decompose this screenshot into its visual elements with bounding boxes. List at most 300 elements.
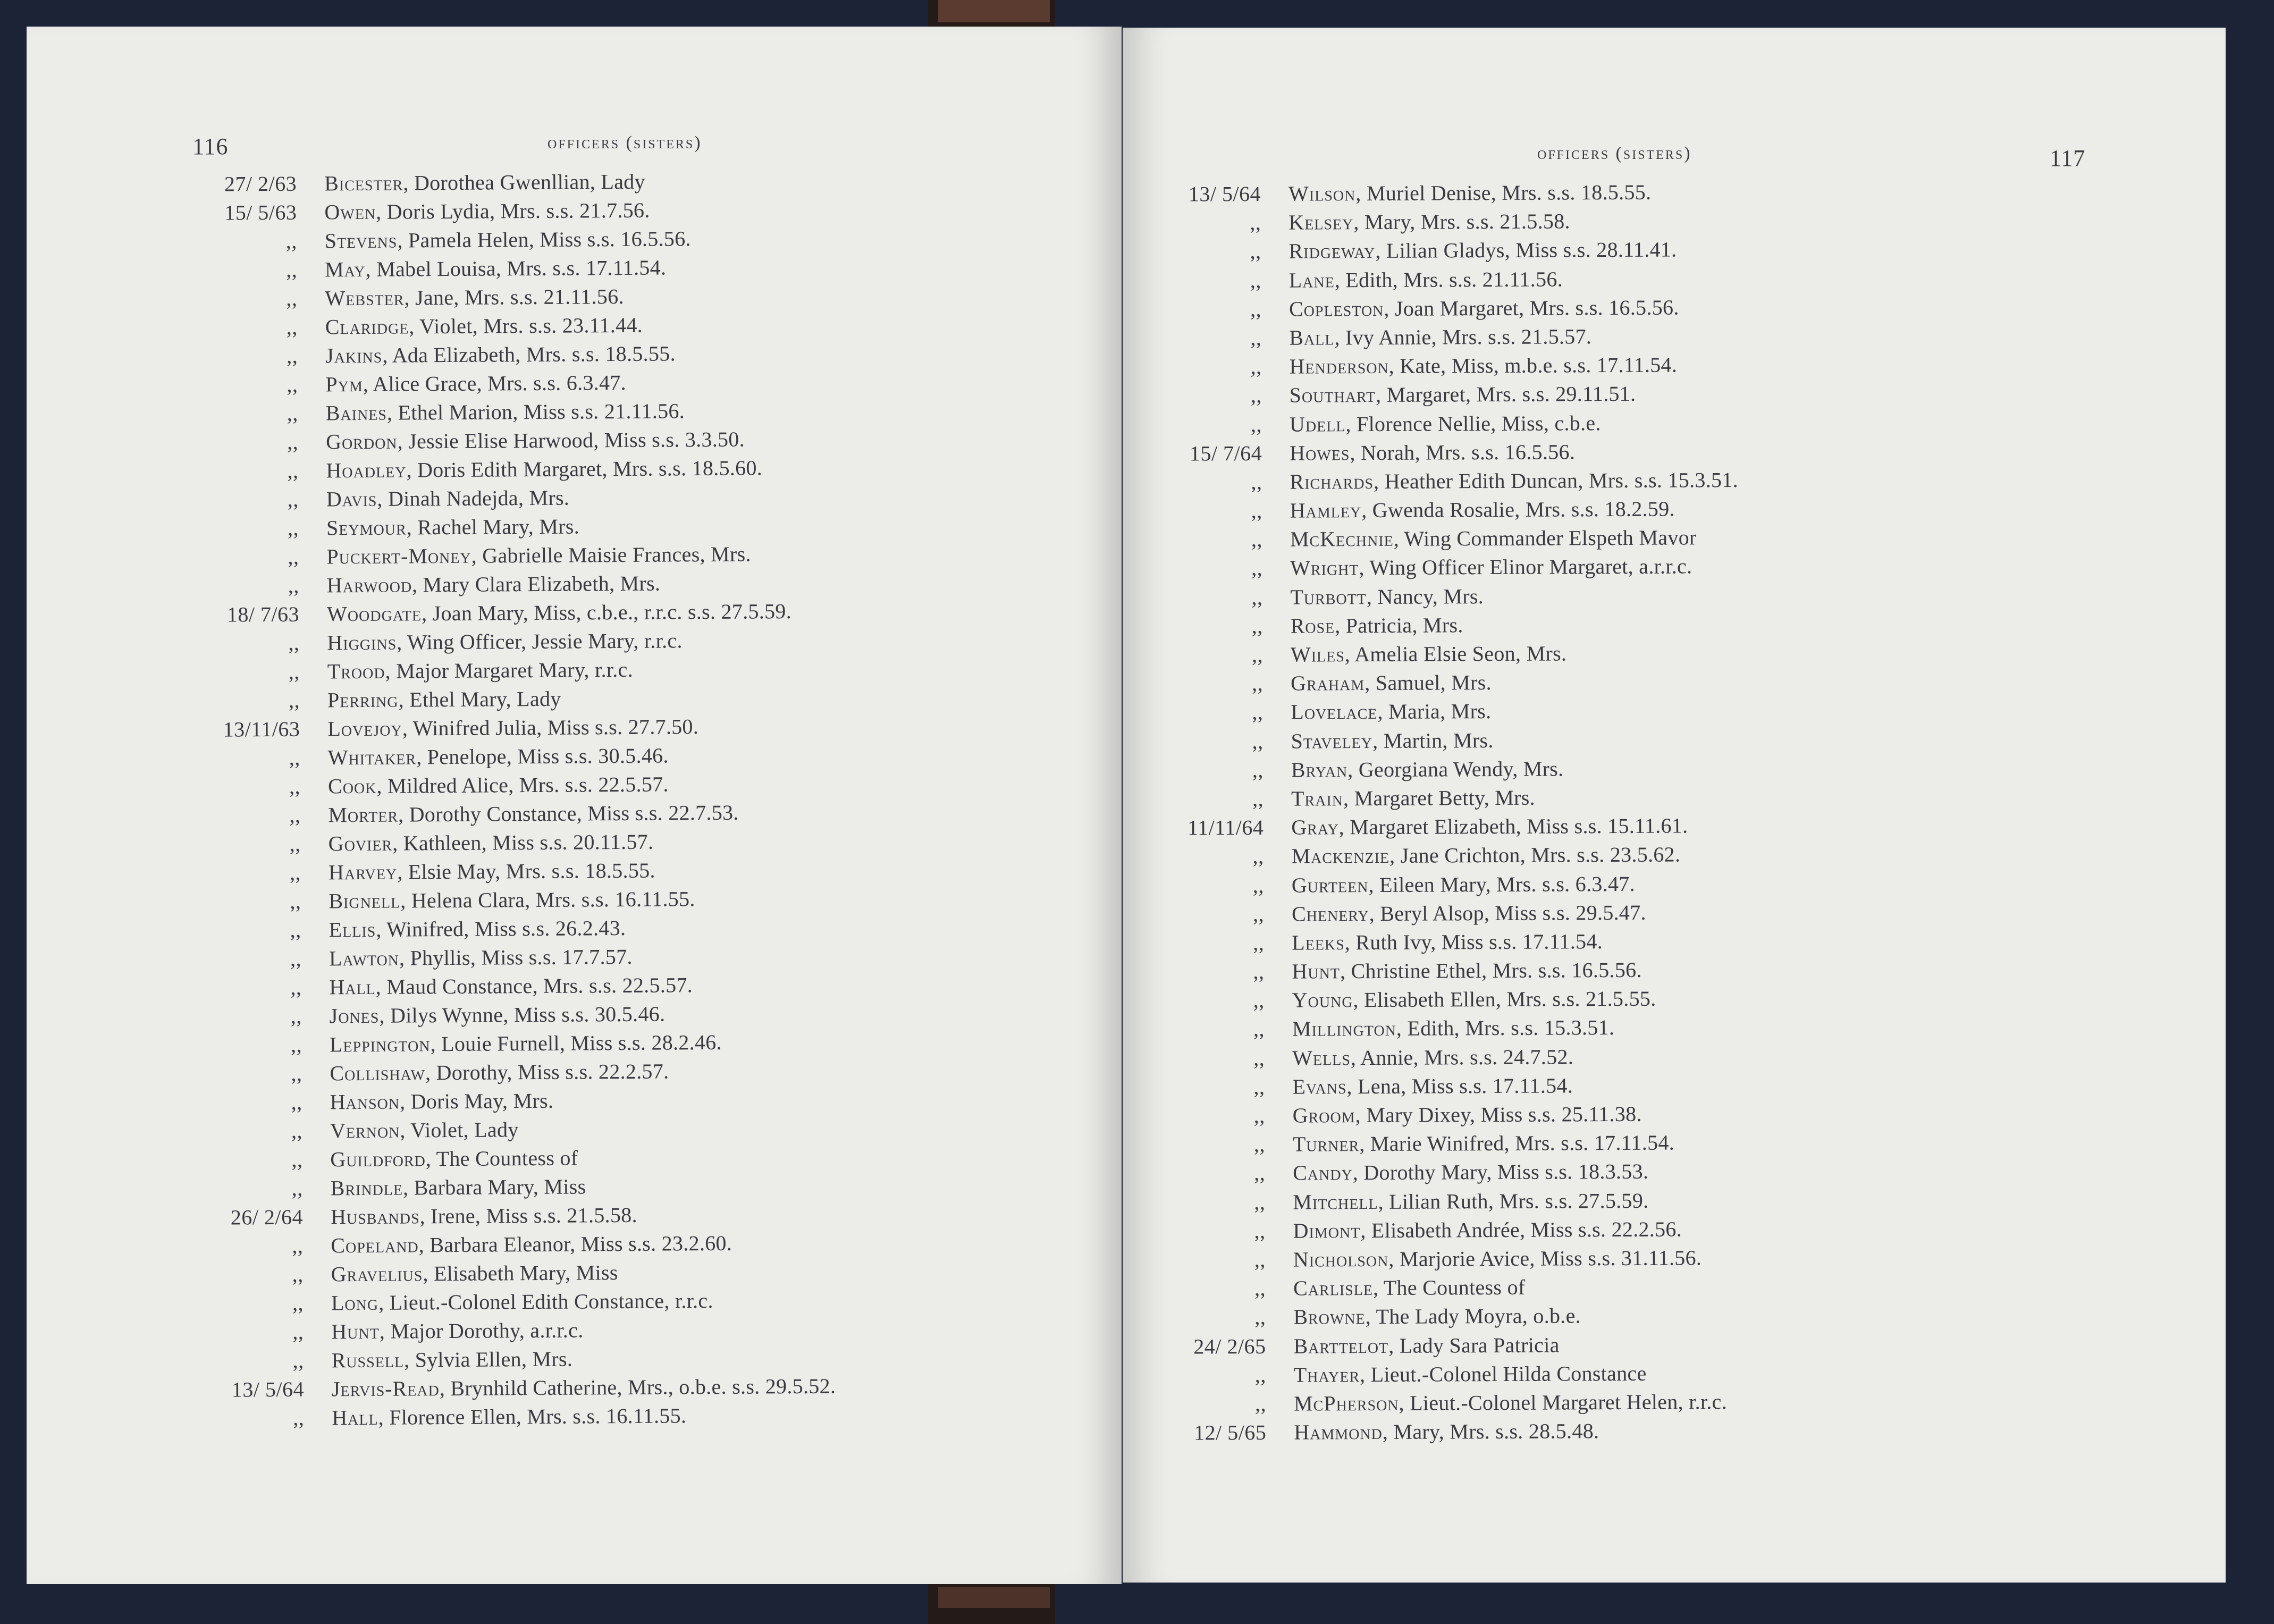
entry-details: , Irene, Miss s.s. 21.5.58. (419, 1202, 637, 1228)
entry-details: , Wing Officer Elinor Margaret, a.r.r.c. (1359, 554, 1692, 580)
entry-name (327, 714, 698, 741)
entry-name (1290, 439, 1575, 465)
entry-date: ,, (1254, 1218, 1266, 1243)
entry-details: , Dorothy Constance, Miss s.s. 22.7.53. (398, 800, 739, 827)
entry-date: ,, (1254, 1362, 1266, 1387)
entry-date: ,, (1251, 556, 1263, 580)
entry-name (330, 1117, 519, 1143)
entry-details: , Ethel Marion, Miss s.s. 21.11.56. (386, 399, 685, 425)
entry-row (1133, 1389, 1742, 1420)
entry-date: ,, (1252, 729, 1264, 753)
entry-date: ,, (286, 315, 298, 339)
entry-date: ,, (1251, 498, 1262, 523)
entry-date: ,, (290, 889, 301, 913)
entry-surname: Whitaker (327, 745, 417, 770)
entry-date: ,, (285, 257, 298, 282)
entry-name (1288, 237, 1677, 264)
spine-headband-top (938, 0, 1050, 22)
entry-name (327, 599, 791, 626)
entry-surname: Claridge (325, 314, 409, 339)
entry-date: ,, (288, 573, 299, 598)
entry-details: , Dorothy, Miss s.s. 22.2.57. (425, 1059, 669, 1085)
entry-details: , Gabrielle Maisie Frances, Mrs. (471, 542, 751, 568)
entry-row (188, 570, 831, 602)
entry-surname: Seymour (326, 515, 407, 540)
entry-name (329, 915, 626, 942)
entry-date: ,, (287, 487, 299, 511)
entry-name (1289, 294, 1679, 321)
entry-row (192, 1374, 836, 1406)
entry-details: , Winifred, Miss s.s. 26.2.43. (376, 915, 626, 941)
entry-name (1292, 957, 1641, 984)
entry-surname: Howes (1290, 440, 1350, 465)
entry-name (332, 1403, 686, 1430)
entry-surname: Southart (1289, 383, 1376, 407)
entry-surname: Gordon (325, 429, 398, 454)
entry-surname: McPherson (1293, 1391, 1399, 1416)
entry-details: , Norah, Mrs. s.s. 16.5.56. (1350, 440, 1576, 465)
entry-details: , Maud Constance, Mrs. s.s. 22.5.57. (375, 973, 693, 999)
entry-details: , Eileen Mary, Mrs. s.s. 6.3.47. (1368, 871, 1635, 897)
entry-row (1132, 1188, 1741, 1219)
entry-name (1291, 756, 1564, 782)
entry-surname: Harvey (328, 860, 398, 885)
entry-surname: Ellis (329, 917, 376, 942)
entry-date: ,, (1250, 412, 1262, 436)
entry-row (185, 197, 829, 229)
entry-row (1132, 986, 1741, 1017)
entry-details: , Rachel Mary, Mrs. (406, 514, 580, 540)
entry-details: , Lilian Ruth, Mrs. s.s. 27.5.59. (1378, 1188, 1649, 1214)
entry-name (1292, 1044, 1573, 1070)
entry-details: , Barbara Eleanor, Miss s.s. 23.2.60. (418, 1231, 732, 1257)
entry-date: 13/ 5/64 (1188, 181, 1261, 206)
entry-row (191, 1115, 835, 1148)
entry-details: , Dorothy Mary, Miss s.s. 18.3.53. (1352, 1159, 1649, 1185)
entry-date: ,, (286, 286, 298, 310)
entry-date: ,, (1252, 902, 1265, 926)
entry-surname: Pym (325, 372, 363, 397)
entry-row (189, 886, 833, 918)
entry-row (190, 943, 833, 975)
entry-row (1129, 439, 1738, 470)
entry-details: , Marie Winifred, Mrs. s.s. 17.11.54. (1359, 1130, 1675, 1156)
entry-date: ,, (1251, 469, 1262, 494)
entry-row (186, 369, 830, 401)
entry-row (190, 914, 833, 947)
entry-date: ,, (1252, 700, 1264, 725)
entry-row (1133, 1331, 1742, 1362)
entry-surname: Hanson (330, 1089, 400, 1114)
entry-details: , Louie Furnell, Miss s.s. 28.2.46. (430, 1030, 722, 1056)
entry-details: , Lilian Gladys, Miss s.s. 28.11.41. (1375, 237, 1677, 263)
entry-row (188, 599, 831, 631)
entry-surname: Davis (326, 486, 377, 511)
entry-row (187, 455, 830, 487)
entry-details: , Winifred Julia, Miss s.s. 27.7.50. (402, 714, 699, 741)
entry-date: ,, (1251, 642, 1263, 667)
entry-surname: Chenery (1291, 901, 1369, 926)
entry-name (330, 1088, 554, 1115)
entry-date: 13/11/63 (223, 717, 300, 742)
entry-surname: Turner (1292, 1132, 1360, 1156)
entry-date: ,, (1251, 527, 1263, 552)
entry-row (1133, 1302, 1742, 1334)
entry-details: , Ethel Mary, Lady (398, 686, 561, 712)
entry-name (330, 1058, 669, 1086)
entry-surname: Woodgate (326, 601, 422, 626)
entry-name (326, 514, 579, 540)
entry-details: , Lieut.-Colonel Hilda Constance (1360, 1361, 1647, 1386)
entry-date: 18/ 7/63 (226, 602, 300, 627)
entry-row (188, 713, 832, 746)
entry-surname: Bicester (324, 171, 403, 196)
entry-date: ,, (1250, 325, 1262, 350)
entry-name (1293, 1130, 1674, 1157)
entry-name (1289, 352, 1677, 379)
entry-date: ,, (1251, 613, 1263, 638)
entry-row (1133, 1418, 1742, 1449)
entry-surname: Stevens (324, 228, 398, 253)
entry-date: ,, (288, 688, 300, 712)
entry-name (329, 829, 654, 856)
entry-name (1292, 986, 1656, 1013)
entry-details: , The Countess of (425, 1146, 578, 1171)
entry-details: , Alice Grace, Mrs. s.s. 6.3.47. (363, 370, 627, 396)
entry-details: , Helena Clara, Mrs. s.s. 16.11.55. (400, 887, 695, 913)
entry-date: ,, (1254, 1247, 1266, 1272)
entry-date: ,, (290, 975, 302, 999)
entry-details: , Elisabeth Ellen, Mrs. s.s. 21.5.55. (1353, 986, 1656, 1012)
entry-name (1291, 785, 1535, 811)
entry-row (1128, 237, 1737, 268)
entry-details: , Christine Ethel, Mrs. s.s. 16.5.56. (1340, 957, 1642, 983)
entry-details: , Gwenda Rosalie, Mrs. s.s. 18.2.59. (1361, 497, 1675, 523)
left-page (27, 27, 1122, 1584)
entry-details: , Joan Mary, Miss, c.b.e., r.r.c. s.s. 27.5.59. (421, 599, 792, 626)
entry-name (331, 1231, 732, 1258)
entry-date: ,, (1250, 355, 1262, 379)
entry-date: 24/ 2/65 (1193, 1334, 1266, 1358)
entry-details: , Mildred Alice, Mrs. s.s. 22.5.57. (376, 772, 669, 798)
entry-details: , Marjorie Avice, Miss s.s. 31.11.56. (1388, 1246, 1702, 1271)
entry-details: , Kate, Miss, m.b.e. s.s. 17.11.54. (1388, 352, 1678, 378)
entry-surname: Hall (332, 1405, 378, 1430)
entry-row (1132, 1044, 1741, 1075)
entry-row (1128, 266, 1738, 297)
entry-date: ,, (292, 1319, 304, 1344)
entry-row (186, 312, 830, 344)
register-entries-list (1128, 179, 1742, 1449)
entry-date: ,, (287, 516, 299, 540)
entry-row (1129, 467, 1738, 499)
entry-name (1290, 467, 1738, 494)
entry-surname: Harwood (326, 573, 412, 598)
entry-details: , Violet, Mrs. s.s. 23.11.44. (409, 313, 643, 339)
entry-name (326, 485, 570, 512)
entry-surname: Leppington (329, 1032, 431, 1057)
running-head: officers (sisters) (1537, 144, 1692, 163)
entry-name (324, 169, 645, 196)
entry-surname: Jervis-Read (331, 1376, 440, 1401)
entry-date: ,, (288, 544, 299, 569)
entry-date: ,, (1253, 988, 1265, 1013)
entry-date: ,, (1252, 786, 1264, 811)
entry-surname: Govier (328, 831, 393, 856)
entry-date: ,, (290, 1004, 302, 1028)
entry-row (187, 398, 830, 430)
entry-details: , Dilys Wynne, Miss s.s. 30.5.46. (379, 1002, 666, 1028)
entry-name (1288, 180, 1651, 206)
entry-details: , Jessie Elise Harwood, Miss s.s. 3.3.50. (397, 427, 745, 453)
entry-details: , Kathleen, Miss s.s. 20.11.57. (392, 829, 654, 855)
entry-name (327, 657, 633, 684)
entry-details: , Amelia Elsie Seon, Mrs. (1344, 641, 1567, 667)
entry-date: ,, (288, 659, 300, 684)
entry-details: , Jane Crichton, Mrs. s.s. 23.5.62. (1389, 842, 1681, 868)
entry-details: , Doris Edith Margaret, Mrs. s.s. 18.5.60. (406, 456, 763, 482)
entry-name (1289, 266, 1563, 292)
entry-name (329, 886, 695, 913)
entry-name (1291, 728, 1493, 754)
entry-date: ,, (292, 1262, 304, 1286)
entry-details: , Ivy Annie, Mrs. s.s. 21.5.57. (1334, 324, 1592, 350)
entry-date: ,, (1254, 1161, 1266, 1185)
entry-name (1293, 1159, 1648, 1185)
entry-row (1129, 381, 1738, 412)
entry-details: , Dorothea Gwenllian, Lady (403, 169, 645, 195)
entry-name (326, 398, 685, 425)
entry-surname: Copleston (1288, 296, 1384, 321)
entry-surname: Hamley (1290, 498, 1362, 523)
entry-date: ,, (291, 1118, 303, 1143)
entry-name (327, 686, 561, 713)
entry-details: , Heather Edith Duncan, Mrs. s.s. 15.3.51. (1373, 467, 1738, 493)
entry-details: , Brynhild Catherine, Mrs., o.b.e. s.s. 29.5.52. (439, 1374, 836, 1401)
entry-name (1294, 1389, 1727, 1416)
entry-date: 12/ 5/65 (1193, 1420, 1267, 1445)
entry-row (1130, 669, 1739, 700)
entry-row (1128, 352, 1738, 383)
entry-row (191, 1144, 835, 1176)
entry-date: ,, (1253, 959, 1265, 984)
entry-name (1290, 584, 1484, 610)
page-number: 116 (192, 133, 229, 159)
entry-date: ,, (1254, 1276, 1266, 1301)
entry-name (330, 1030, 722, 1057)
entry-row (190, 1000, 834, 1033)
entry-date: ,, (1252, 873, 1264, 897)
entry-surname: Jakins (325, 343, 383, 368)
entry-name (1291, 842, 1680, 869)
entry-details: , Edith, Mrs. s.s. 15.3.51. (1396, 1015, 1615, 1041)
entry-surname: Young (1292, 988, 1353, 1012)
entry-row (188, 627, 831, 660)
entry-details: , Ruth Ivy, Miss s.s. 17.11.54. (1344, 929, 1603, 955)
entry-details: , Wing Commander Elspeth Mavor (1393, 525, 1697, 551)
entry-name (325, 255, 666, 282)
entry-date: ,, (287, 372, 298, 397)
entry-name (331, 1317, 583, 1344)
entry-details: , Doris May, Mrs. (399, 1088, 554, 1114)
entry-row (1128, 294, 1738, 326)
entry-date: ,, (285, 229, 297, 253)
entry-surname: Wiles (1290, 642, 1345, 667)
entry-name (1291, 699, 1491, 725)
entry-row (188, 656, 832, 688)
entry-surname: Browne (1293, 1305, 1366, 1329)
entry-surname: Webster (325, 285, 405, 310)
entry-details: , The Countess of (1372, 1275, 1526, 1300)
entry-name (1292, 871, 1635, 897)
entry-name (1293, 1332, 1559, 1358)
entry-surname: Barttelot (1293, 1333, 1389, 1358)
entry-row (191, 1173, 835, 1205)
entry-name (331, 1202, 637, 1230)
entry-date: ,, (291, 1176, 303, 1200)
entry-name (1292, 899, 1646, 926)
entry-name (1292, 1073, 1573, 1099)
entry-surname: Gray (1291, 815, 1339, 839)
entry-row (1132, 1014, 1741, 1046)
entry-surname: Guildford (330, 1147, 426, 1172)
entry-details: , Phyllis, Miss s.s. 17.7.57. (399, 944, 633, 970)
entry-row (186, 283, 829, 315)
entry-details: , Elisabeth Mary, Miss (423, 1260, 618, 1286)
entry-surname: Evans (1292, 1074, 1347, 1099)
entry-details: , Sylvia Ellen, Mrs. (403, 1347, 573, 1372)
entry-row (1130, 553, 1739, 585)
entry-surname: Vernon (330, 1118, 400, 1143)
entry-name (331, 1288, 713, 1315)
entry-surname: Hall (329, 974, 376, 999)
entry-details: , Wing Officer, Jessie Mary, r.r.c. (397, 628, 683, 654)
entry-date: ,, (1253, 1074, 1265, 1099)
entry-date: ,, (291, 1090, 302, 1114)
entry-name (1290, 497, 1675, 523)
entry-date: ,, (286, 343, 298, 368)
entry-details: , Doris Lydia, Mrs. s.s. 21.7.56. (375, 198, 650, 224)
entry-details: , Florence Ellen, Mrs. s.s. 16.11.55. (378, 1403, 687, 1429)
entry-row (1128, 179, 1737, 211)
entry-name (1294, 1360, 1647, 1387)
entry-surname: Gravelius (331, 1261, 423, 1286)
entry-surname: Turbott (1290, 584, 1367, 609)
entry-date: 26/ 2/64 (230, 1205, 304, 1230)
entry-surname: Leeks (1292, 930, 1345, 955)
entry-details: , Penelope, Miss s.s. 30.5.46. (416, 743, 669, 769)
entry-surname: Russell (331, 1348, 405, 1373)
entry-surname: Groom (1292, 1103, 1355, 1127)
entry-surname: Jones (329, 1003, 380, 1028)
entry-date: ,, (1253, 1017, 1265, 1041)
entry-row (192, 1402, 836, 1435)
entry-row (1131, 957, 1740, 988)
entry-date: 11/11/64 (1187, 815, 1264, 840)
entry-date: ,, (1251, 585, 1263, 609)
entry-date: ,, (1252, 844, 1264, 869)
entry-name (1290, 381, 1636, 408)
entry-name (325, 313, 643, 340)
entry-name (325, 341, 676, 368)
entry-details: , Mary, Mrs. s.s. 21.5.58. (1353, 209, 1570, 234)
entry-surname: Candy (1293, 1160, 1353, 1185)
entry-surname: Ridgeway (1288, 239, 1376, 264)
entry-name (328, 743, 669, 770)
entry-name (329, 972, 693, 999)
entry-surname: Wright (1290, 556, 1359, 580)
entry-name (1293, 1245, 1702, 1272)
entry-surname: Gurteen (1291, 872, 1369, 897)
entry-row (1130, 525, 1739, 556)
entry-row (187, 426, 830, 459)
entry-details: , Elsie May, Mrs. s.s. 18.5.55. (397, 858, 655, 884)
entry-date: ,, (1254, 1190, 1266, 1214)
entry-date: ,, (289, 860, 301, 885)
entry-details: , Patricia, Mrs. (1335, 613, 1463, 638)
spine-headband-bottom (938, 1587, 1050, 1608)
entry-details: , Major Margaret Mary, r.r.c. (385, 657, 633, 683)
entry-surname: Lovejoy (327, 716, 402, 741)
entry-surname: Hoadley (326, 458, 407, 483)
entry-name (329, 944, 633, 971)
entry-name (331, 1174, 586, 1200)
entry-row (1131, 870, 1740, 902)
entry-surname: Lawton (329, 946, 400, 971)
entry-details: , Margaret, Mrs. s.s. 29.11.51. (1375, 382, 1636, 407)
entry-surname: Trood (327, 659, 385, 684)
entry-name (1293, 1188, 1648, 1214)
entry-surname: Collishaw (330, 1061, 426, 1086)
entry-row (1130, 496, 1739, 527)
entry-row (1133, 1245, 1742, 1276)
entry-surname: Brindle (330, 1175, 403, 1200)
entry-row (1132, 1072, 1741, 1104)
entry-row (190, 972, 833, 1004)
entry-row (189, 800, 832, 832)
entry-date: 15/ 7/64 (1189, 441, 1262, 466)
entry-surname: Rose (1290, 613, 1335, 638)
entry-surname: Udell (1289, 411, 1346, 436)
entry-row (191, 1087, 835, 1119)
entry-name (1290, 554, 1692, 580)
entry-date: ,, (1250, 239, 1261, 264)
entry-details: , Margaret Betty, Mrs. (1343, 785, 1536, 811)
entry-date: ,, (288, 630, 300, 655)
entry-surname: Bryan (1291, 757, 1348, 782)
entry-name (1293, 1303, 1581, 1330)
entry-surname: Henderson (1289, 354, 1389, 378)
entry-row (1132, 1130, 1741, 1161)
entry-row (187, 484, 831, 516)
entry-date: ,, (1250, 268, 1261, 292)
entry-name (1293, 1275, 1526, 1301)
entry-name (326, 455, 762, 483)
register-entries-list (185, 168, 836, 1435)
entry-row (190, 1058, 834, 1090)
entry-row (1133, 1216, 1742, 1248)
entry-row (1129, 409, 1738, 441)
entry-name (1291, 612, 1463, 638)
entry-surname: Long (331, 1290, 379, 1315)
entry-name (332, 1347, 573, 1373)
entry-details: , Florence Nellie, Miss, c.b.e. (1345, 410, 1601, 436)
entry-name (1289, 324, 1591, 350)
entry-details: , Beryl Alsop, Miss s.s. 29.5.47. (1369, 900, 1646, 925)
entry-row (189, 742, 832, 775)
entry-row (189, 828, 833, 861)
entry-details: , Ada Elizabeth, Mrs. s.s. 18.5.55. (382, 341, 676, 367)
